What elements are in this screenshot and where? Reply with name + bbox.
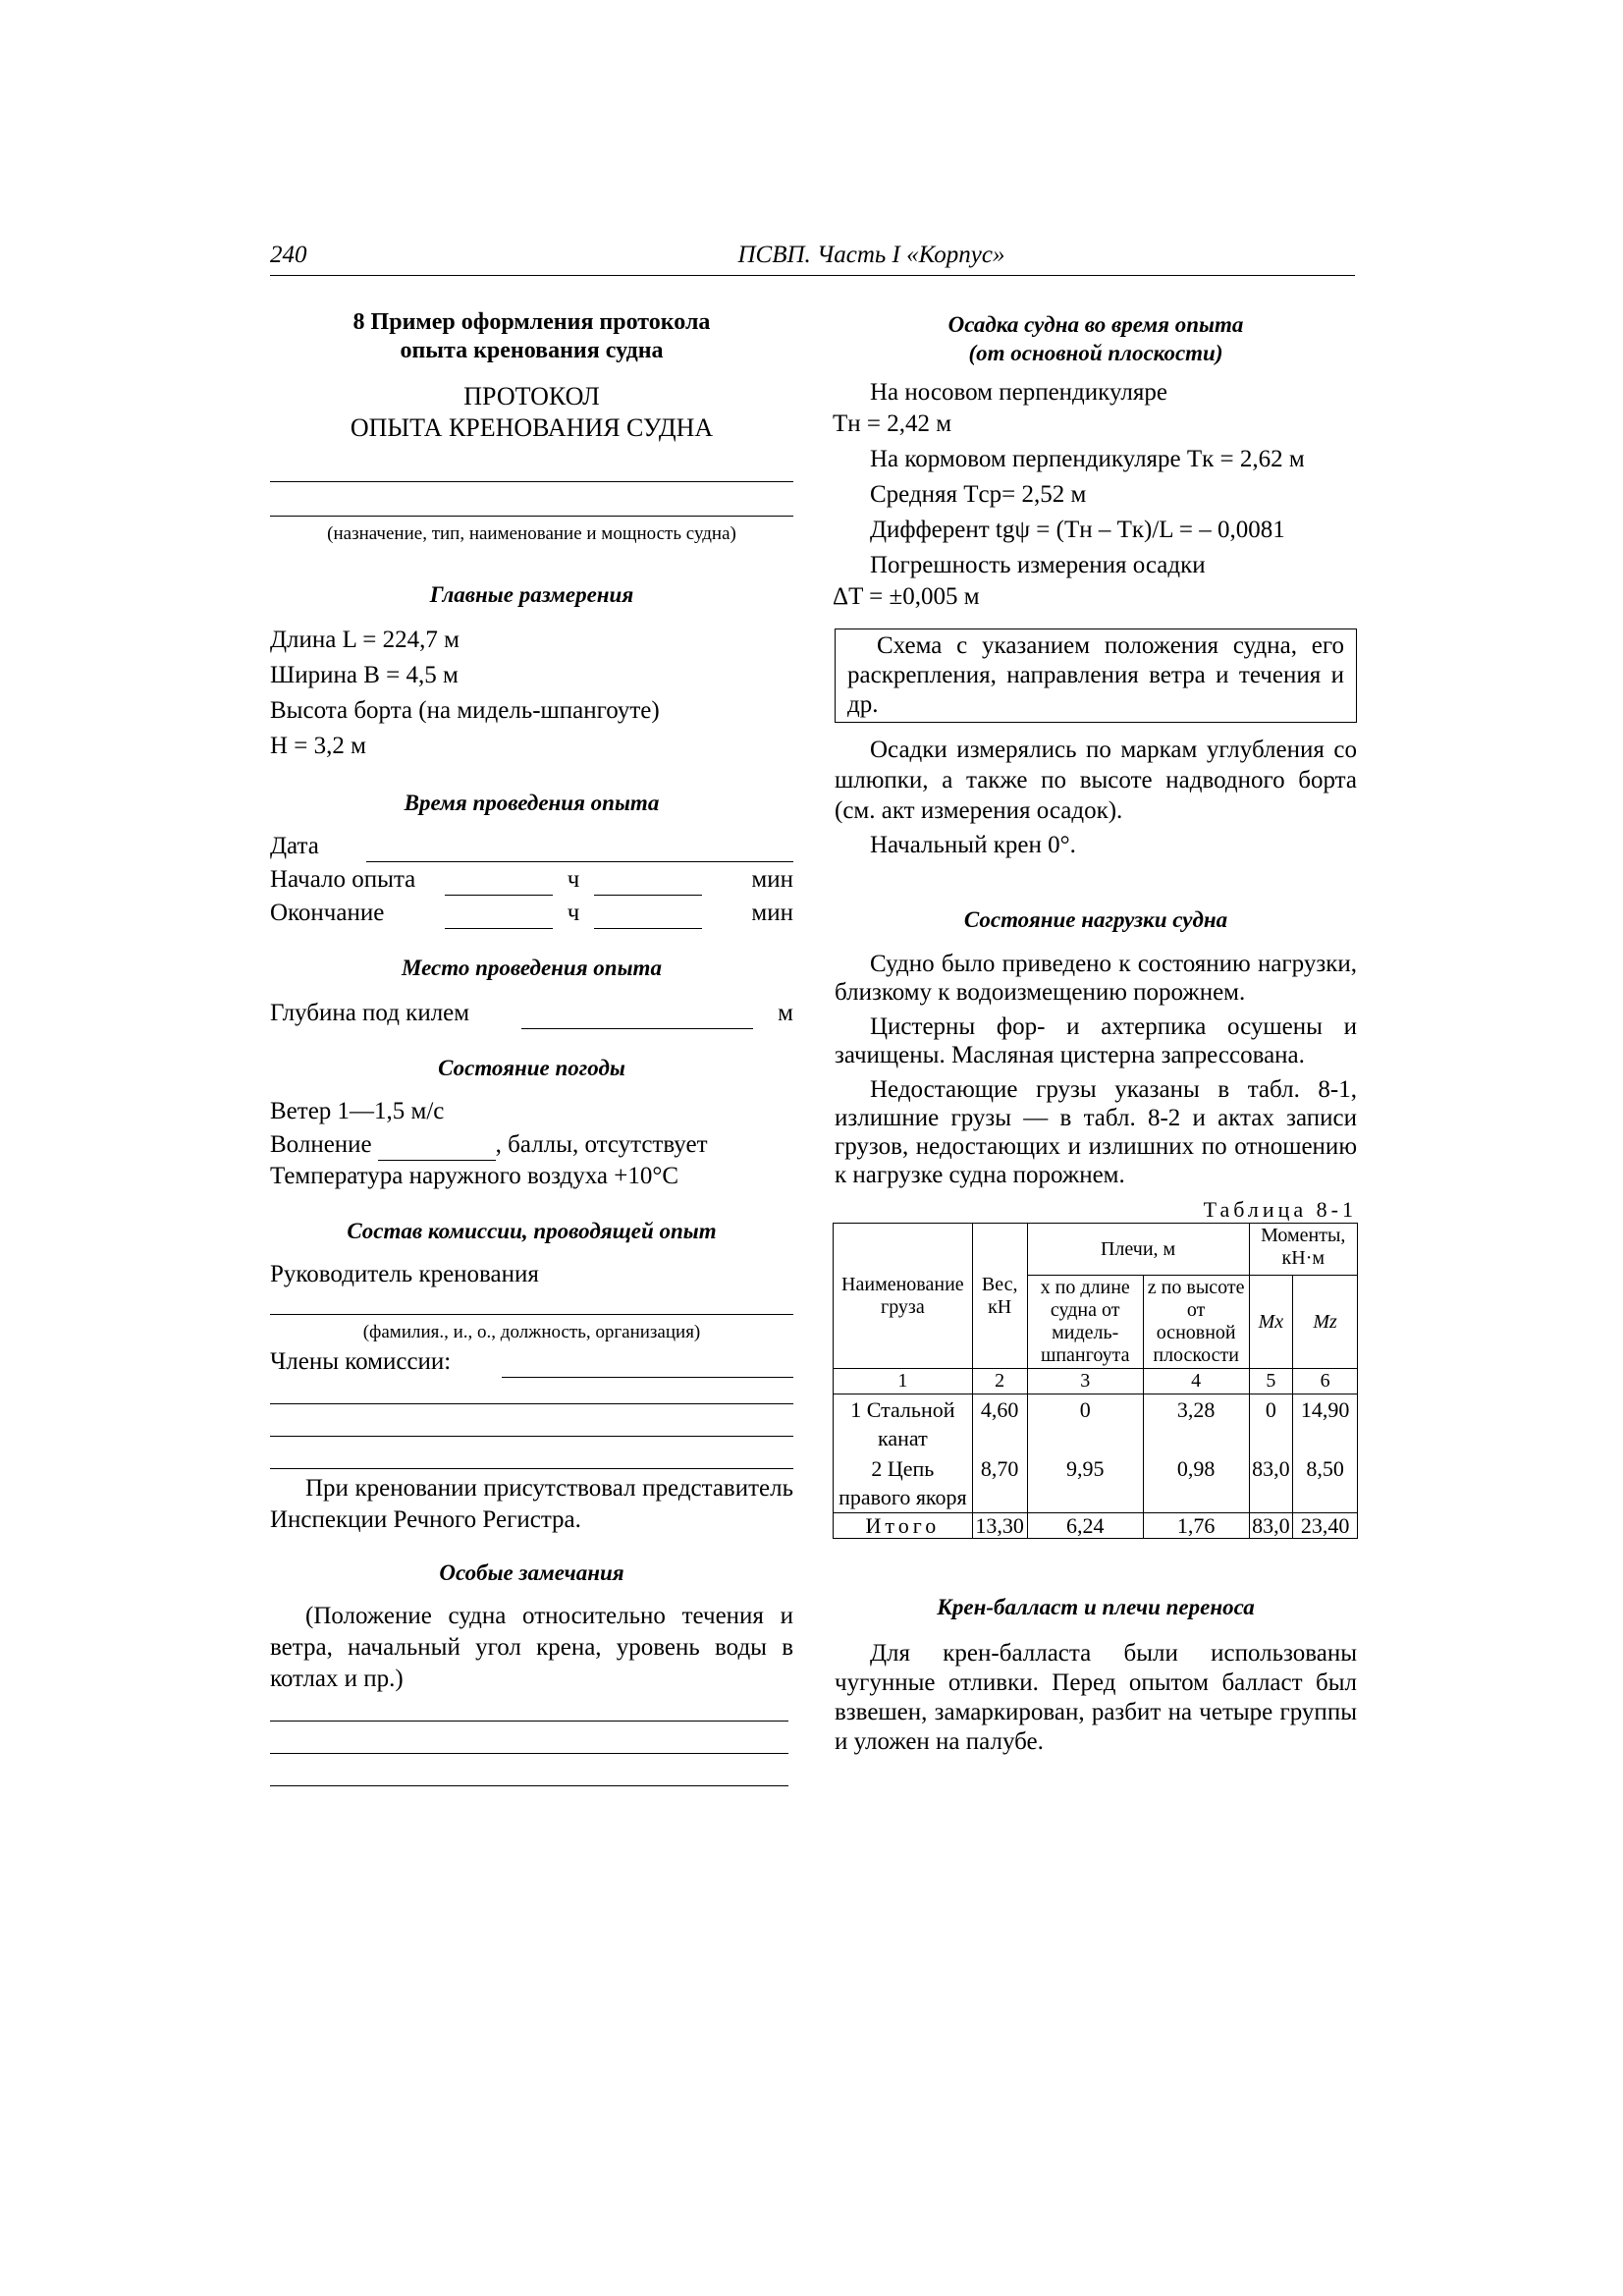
start-label: Начало опыта bbox=[270, 866, 416, 893]
table-row bbox=[834, 1453, 1358, 1513]
start-hour-blank bbox=[445, 871, 553, 896]
cell-x: 0 bbox=[1027, 1394, 1143, 1454]
header-arms: Плечи, м bbox=[1027, 1224, 1249, 1276]
col-number: 1 bbox=[834, 1369, 973, 1394]
wind-text: Ветер 1—1,5 м/с bbox=[270, 1098, 445, 1124]
cell-mx: 0 bbox=[1249, 1394, 1293, 1454]
total-x: 6,24 bbox=[1027, 1513, 1143, 1539]
length-text: Длина L = 224,7 м bbox=[270, 627, 460, 653]
weather-title: Состояние погоды bbox=[438, 1056, 625, 1080]
waves-label: Волнение bbox=[270, 1131, 372, 1158]
remarks-line-3 bbox=[270, 1785, 788, 1786]
cell-mz: 14,90 bbox=[1293, 1394, 1358, 1454]
depth-keel-label: Глубина под килем bbox=[270, 1000, 470, 1026]
left-column bbox=[270, 295, 793, 1786]
header-moments: Моменты, кН·м bbox=[1249, 1224, 1357, 1276]
section-heading-2: опыта кренования судна bbox=[400, 338, 664, 363]
protocol-subtitle: ОПЫТА КРЕНОВАНИЯ СУДНА bbox=[350, 413, 714, 442]
header-weight: Вес, кН bbox=[972, 1224, 1027, 1369]
total-mx: 83,0 bbox=[1249, 1513, 1293, 1539]
members-line-1 bbox=[270, 1403, 793, 1404]
table-total-row bbox=[834, 1513, 1358, 1539]
cell-z: 0,98 bbox=[1143, 1453, 1249, 1513]
remarks-line-1 bbox=[270, 1721, 788, 1722]
draft-subtitle: (от основной плоскости) bbox=[968, 341, 1223, 365]
members-blank bbox=[502, 1353, 793, 1378]
hour-unit: ч bbox=[567, 866, 580, 893]
bow-value: Tн = 2,42 м bbox=[833, 410, 952, 437]
leader-caption: (фамилия., и., о., должность, организация) bbox=[362, 1322, 701, 1342]
inspector-text: При креновании присутствовал представитель Инспекции Речного Регистра. bbox=[270, 1475, 793, 1533]
load-para-1: Судно было приведено к состоянию нагрузки, близкому к водоизмещению порожнем. bbox=[835, 951, 1357, 1006]
mean-text: Средняя Tср= 2,52 м bbox=[870, 481, 1087, 508]
place-title: Место проведения опыта bbox=[402, 956, 662, 980]
total-label: Итого bbox=[834, 1513, 973, 1539]
drafts-text: Осадки измерялись по маркам углубления со шлюпки, а также по высоте надводного борта (см. акт измерения осадок). bbox=[835, 737, 1357, 824]
waves-text: , баллы, отсутствует bbox=[495, 1131, 708, 1158]
header-x: x по длине судна от мидель-шпангоута bbox=[1027, 1276, 1143, 1369]
total-weight: 13,30 bbox=[972, 1513, 1027, 1539]
end-label: Окончание bbox=[270, 900, 385, 926]
commission-title: Состав комиссии, проводящей опыт bbox=[347, 1219, 717, 1243]
time-title: Время проведения опыта bbox=[404, 791, 660, 815]
right-column bbox=[835, 295, 1357, 1757]
min-unit: мин bbox=[751, 866, 793, 893]
remarks-text: (Положение судна относительно течения и ветра, начальный угол крена, уровень воды в котлах и пр.) bbox=[270, 1603, 793, 1692]
table-label: Таблица 8-1 bbox=[1203, 1197, 1357, 1222]
page-number: 240 bbox=[270, 242, 307, 268]
header-z: z по высоте от основной плоскости bbox=[1143, 1276, 1249, 1369]
depth-text: Высота борта (на мидель-шпангоуте) bbox=[270, 697, 660, 724]
members-line-3 bbox=[270, 1468, 793, 1469]
waves-blank bbox=[378, 1136, 496, 1161]
cell-z: 3,28 bbox=[1143, 1394, 1249, 1454]
col-number: 4 bbox=[1143, 1369, 1249, 1394]
running-title: ПСВП. Часть I «Корпус» bbox=[737, 242, 1005, 268]
leader-label: Руководитель кренования bbox=[270, 1261, 539, 1287]
vessel-caption: (назначение, тип, наименование и мощность судна) bbox=[327, 523, 736, 544]
cell-weight: 4,60 bbox=[972, 1394, 1027, 1454]
ballast-para: Для крен-балласта были использованы чугунные отливки. Перед опытом балласт был взвешен, замаркирован, разбит на четыре группы и уложен на палубе. bbox=[835, 1640, 1357, 1755]
end-min-blank bbox=[594, 904, 702, 929]
col-number: 5 bbox=[1249, 1369, 1293, 1394]
initial-heel: Начальный крен 0°. bbox=[870, 832, 1076, 858]
header-mx: Mx bbox=[1249, 1276, 1293, 1369]
header-name: Наименование груза bbox=[834, 1224, 973, 1369]
scheme-box: Схема с указанием положения судна, его раскрепления, направления ветра и течения и др. bbox=[835, 629, 1357, 723]
end-hour-blank bbox=[445, 904, 553, 929]
depth-keel-blank bbox=[521, 1005, 753, 1029]
load-title: Состояние нагрузки судна bbox=[963, 907, 1228, 932]
start-min-blank bbox=[594, 871, 702, 896]
col-number: 2 bbox=[972, 1369, 1027, 1394]
draft-title: Осадка судна во время опыта bbox=[947, 312, 1244, 337]
temp-text: Температура наружного воздуха +10°С bbox=[270, 1163, 679, 1189]
meter-unit: м bbox=[778, 1000, 793, 1026]
vessel-line-1 bbox=[270, 481, 793, 482]
min-unit: мин bbox=[751, 900, 793, 926]
leader-line bbox=[270, 1314, 793, 1315]
width-text: Ширина B = 4,5 м bbox=[270, 662, 459, 688]
page-header bbox=[270, 240, 1355, 276]
total-z: 1,76 bbox=[1143, 1513, 1249, 1539]
depth-value: H = 3,2 м bbox=[270, 733, 366, 759]
protocol-title: ПРОТОКОЛ bbox=[463, 382, 600, 410]
col-number: 6 bbox=[1293, 1369, 1358, 1394]
date-blank bbox=[366, 838, 793, 862]
members-line-2 bbox=[270, 1436, 793, 1437]
header-mz: Mz bbox=[1293, 1276, 1358, 1369]
trim-text: Дифферент tgψ = (Tн – Tк)/L = – 0,0081 bbox=[870, 517, 1285, 543]
remarks-line-2 bbox=[270, 1753, 788, 1754]
total-mz: 23,40 bbox=[1293, 1513, 1358, 1539]
cell-name: 1 Стальной канат bbox=[834, 1394, 973, 1454]
dims-title: Главные размерения bbox=[429, 582, 634, 607]
remarks-title: Особые замечания bbox=[439, 1560, 624, 1585]
load-table bbox=[833, 1223, 1358, 1539]
bow-text: На носовом перпендикуляре bbox=[870, 379, 1167, 406]
table-row bbox=[834, 1394, 1358, 1454]
members-label: Члены комиссии: bbox=[270, 1348, 452, 1375]
date-label: Дата bbox=[270, 833, 319, 859]
section-heading: 8 Пример оформления протокола bbox=[352, 309, 711, 335]
cell-weight: 8,70 bbox=[972, 1453, 1027, 1513]
error-value: ΔT = ±0,005 м bbox=[833, 583, 980, 610]
load-para-3: Недостающие грузы указаны в табл. 8-1, излишние грузы — в табл. 8-2 и актах записи грузов, недостающих и излишних по отношению к нагрузке судна порожнем. bbox=[835, 1076, 1357, 1188]
cell-name: 2 Цепь правого якоря bbox=[834, 1453, 973, 1513]
stern-text: На кормовом перпендикуляре Tк = 2,62 м bbox=[870, 446, 1305, 472]
error-text: Погрешность измерения осадки bbox=[870, 552, 1206, 578]
hour-unit: ч bbox=[567, 900, 580, 926]
cell-mz: 8,50 bbox=[1293, 1453, 1358, 1513]
ballast-title: Крен-балласт и плечи переноса bbox=[937, 1595, 1255, 1619]
load-para-2: Цистерны фор- и ахтерпика осушены и зачищены. Масляная цистерна запрессована. bbox=[835, 1013, 1357, 1068]
col-number: 3 bbox=[1027, 1369, 1143, 1394]
cell-x: 9,95 bbox=[1027, 1453, 1143, 1513]
table-number-row bbox=[834, 1369, 1358, 1394]
cell-mx: 83,0 bbox=[1249, 1453, 1293, 1513]
vessel-line-2 bbox=[270, 516, 793, 517]
